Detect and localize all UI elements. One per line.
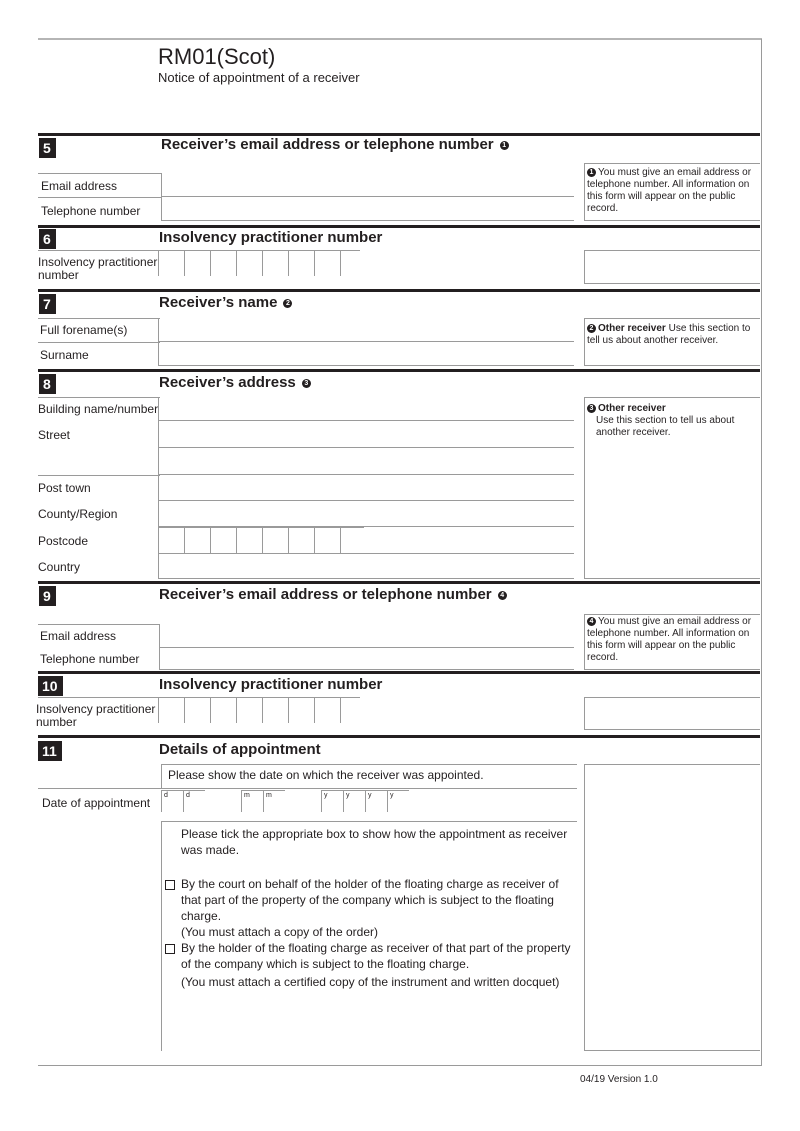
surname-label: Surname — [40, 348, 89, 362]
date-day-2[interactable]: d — [183, 790, 205, 812]
info-icon: 3 — [587, 404, 596, 413]
building-input[interactable] — [158, 397, 574, 421]
ip-number-label: Insolvency practitioner number — [38, 255, 158, 282]
postcode-grid[interactable] — [158, 527, 364, 553]
postcode-label: Postcode — [38, 534, 89, 548]
section-title: Receiver’s email address or telephone number 4 — [159, 586, 507, 603]
forename-input[interactable] — [158, 318, 574, 342]
section-number: 5 — [39, 138, 56, 158]
country-input[interactable] — [158, 553, 574, 579]
section-number: 6 — [39, 229, 56, 249]
date-month-1[interactable]: m — [241, 790, 263, 812]
forename-label: Full forename(s) — [40, 323, 128, 337]
surname-input[interactable] — [158, 342, 574, 366]
ip-number-grid[interactable] — [158, 250, 360, 276]
telephone-input[interactable] — [159, 648, 574, 670]
county-label: County/Region — [38, 507, 118, 521]
telephone-label: Telephone number — [41, 204, 141, 218]
email-label: Email address — [41, 179, 118, 193]
option-court-checkbox[interactable] — [165, 880, 175, 890]
guidance-text: 3 Other receiver Use this section to tell us about another receiver. — [587, 403, 757, 439]
date-month-2[interactable]: m — [263, 790, 285, 812]
form-code: RM01(Scot) — [158, 44, 276, 69]
guidance-box — [584, 764, 760, 1051]
guidance-text: 2 Other receiver Use this section to tell us about another receiver. — [587, 323, 751, 346]
section-title: Insolvency practitioner number — [159, 676, 383, 693]
section-number: 10 — [38, 676, 63, 696]
county-input[interactable] — [158, 501, 574, 527]
section-title: Receiver’s name 2 — [159, 294, 292, 311]
street-label: Street — [38, 428, 71, 442]
section-rule — [38, 369, 760, 372]
building-label: Building name/number — [38, 402, 159, 416]
section-number: 8 — [39, 374, 56, 394]
section-number: 11 — [38, 741, 62, 761]
section-title: Insolvency practitioner number — [159, 229, 383, 246]
date-input-grid[interactable] — [161, 790, 409, 812]
ip-number-grid[interactable] — [158, 697, 360, 723]
top-rule — [38, 38, 762, 40]
section-title: Details of appointment — [159, 741, 321, 758]
guidance-box — [584, 250, 760, 284]
section-rule — [38, 225, 760, 228]
email-label: Email address — [40, 629, 117, 643]
ip-number-label: Insolvency practitioner number — [36, 702, 156, 729]
section-rule — [38, 735, 760, 738]
info-icon: 2 — [587, 324, 596, 333]
guidance-text: 1 You must give an email address or telephone number. All information on this form will appear on the public record. — [587, 167, 752, 214]
bottom-rule — [38, 1065, 762, 1066]
option-holder-checkbox[interactable] — [165, 944, 175, 954]
section-title: Receiver’s address 3 — [159, 374, 311, 391]
date-year-2[interactable]: y — [343, 790, 365, 812]
info-icon: 3 — [302, 379, 311, 388]
right-margin-rule — [761, 39, 762, 1066]
date-year-3[interactable]: y — [365, 790, 387, 812]
info-icon: 4 — [498, 591, 507, 600]
date-year-1[interactable]: y — [321, 790, 343, 812]
telephone-label: Telephone number — [40, 652, 140, 666]
section-rule — [38, 671, 760, 674]
section-rule — [38, 289, 760, 292]
street-input-line-2[interactable] — [158, 448, 574, 475]
section-number: 9 — [39, 586, 56, 606]
info-icon: 1 — [500, 141, 509, 150]
info-icon: 2 — [283, 299, 292, 308]
country-label: Country — [38, 560, 81, 574]
post-town-input[interactable] — [158, 475, 574, 501]
section-number: 7 — [39, 294, 56, 314]
info-icon: 4 — [587, 617, 596, 626]
option-holder-text: By the holder of the floating charge as receiver of that part of the property of the company which is subject to the floating charge. (You must attach a certified copy of the instrument and written docquet) — [181, 941, 571, 989]
guidance-text: 4 You must give an email address or telephone number. All information on this form will appear on the public record. — [587, 616, 752, 663]
post-town-label: Post town — [38, 481, 91, 495]
version-label: 04/19 Version 1.0 — [580, 1074, 658, 1085]
tick-instruction: Please tick the appropriate box to show how the appointment as receiver was made. — [181, 827, 568, 857]
date-day-1[interactable]: d — [161, 790, 183, 812]
option-court-text: By the court on behalf of the holder of the floating charge as receiver of that part of the property of the company which is subject to the floating charge. (You must attach a copy of the order) — [181, 877, 559, 939]
email-input[interactable] — [161, 173, 574, 197]
street-input[interactable] — [158, 421, 574, 448]
date-instruction: Please show the date on which the receiver was appointed. — [168, 768, 484, 782]
date-year-4[interactable]: y — [387, 790, 409, 812]
telephone-input[interactable] — [161, 197, 574, 221]
guidance-box — [584, 697, 760, 730]
form-title: Notice of appointment of a receiver — [158, 70, 360, 85]
date-of-appointment-label: Date of appointment — [42, 796, 151, 810]
info-icon: 1 — [587, 168, 596, 177]
email-input[interactable] — [159, 624, 574, 648]
section-title: Receiver’s email address or telephone number 1 — [161, 136, 509, 153]
section-rule — [38, 581, 760, 584]
